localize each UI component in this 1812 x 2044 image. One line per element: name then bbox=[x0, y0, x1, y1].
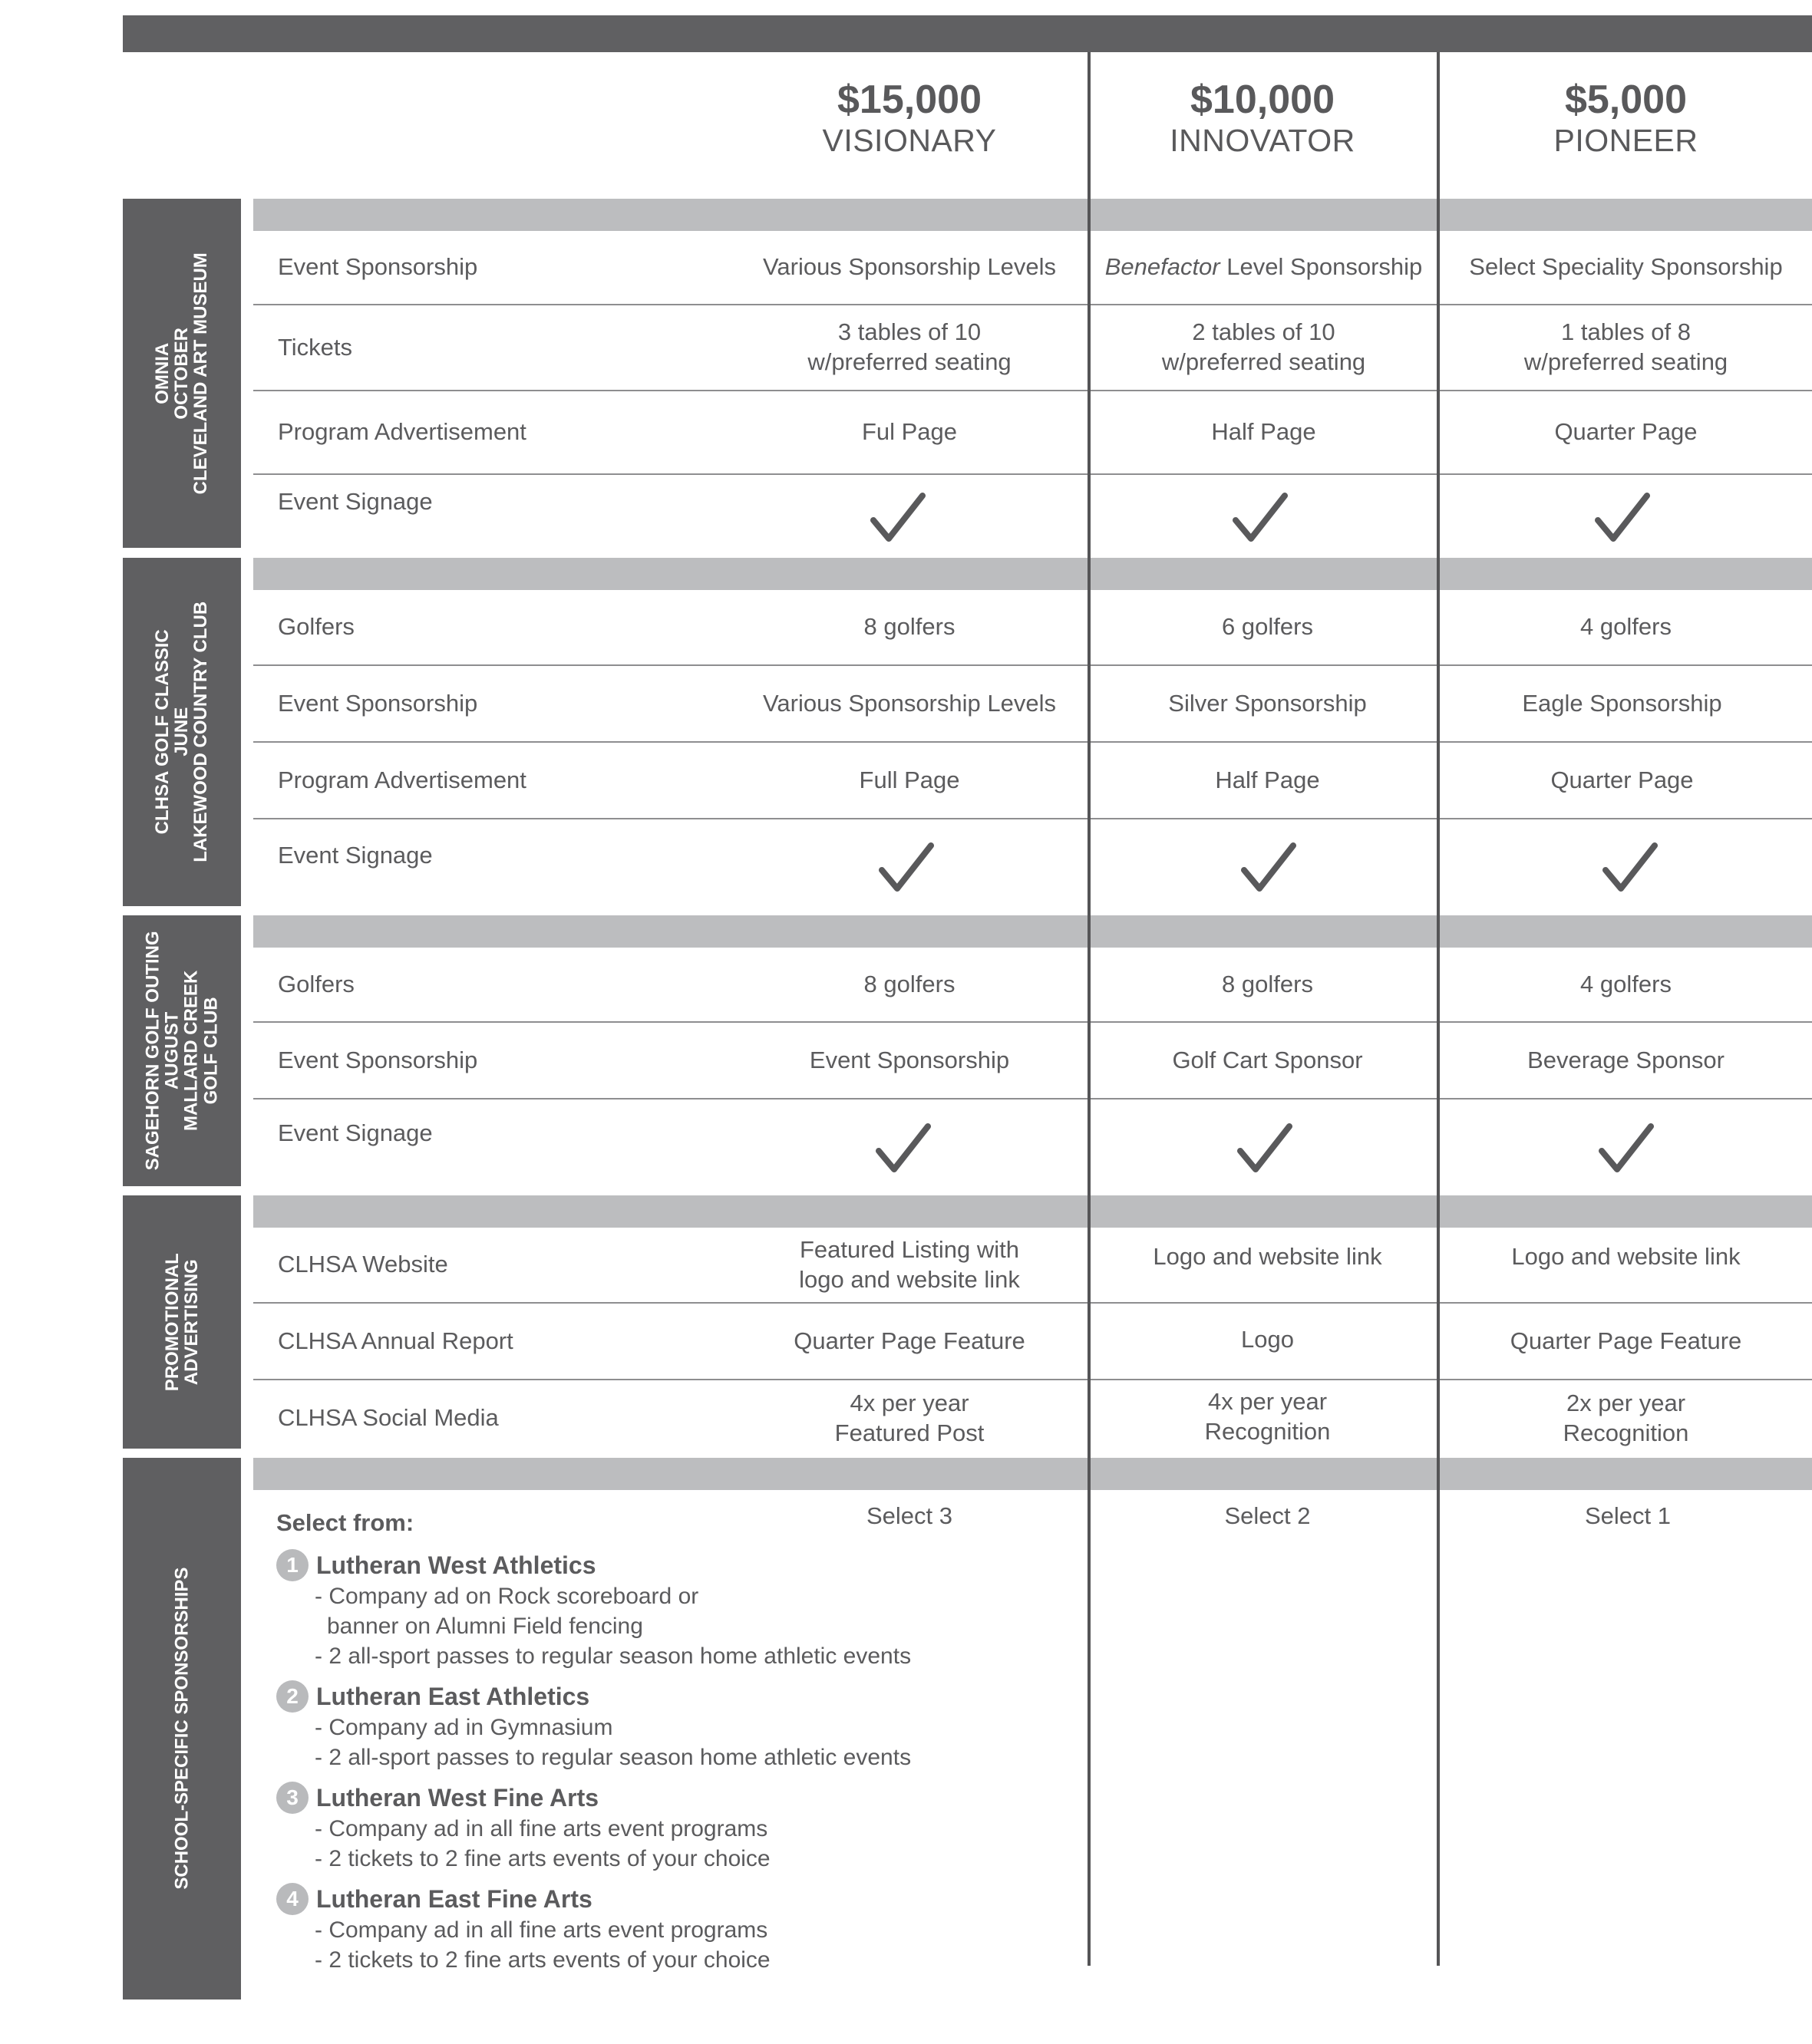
cell-visionary: 8 golfers bbox=[863, 970, 956, 997]
select-visionary: Select 3 bbox=[866, 1502, 952, 1529]
section-tab-school bbox=[123, 1458, 241, 1999]
section-tab-promo bbox=[123, 1195, 241, 1449]
cell-visionary bbox=[714, 305, 1105, 390]
section-band bbox=[253, 915, 1812, 948]
cell-line: w/preferred seating bbox=[1523, 348, 1728, 375]
check-icon bbox=[867, 491, 929, 542]
tab-line: SAGEHORN GOLF OUTING bbox=[142, 931, 163, 1171]
row-label: Golfers bbox=[278, 970, 355, 997]
number-badge: 2 bbox=[276, 1680, 309, 1713]
tab-line: OCTOBER bbox=[171, 327, 193, 420]
option-title: Lutheran West Athletics bbox=[316, 1551, 596, 1579]
tier-innovator-header bbox=[1090, 77, 1435, 159]
tab-line: JUNE bbox=[171, 707, 193, 757]
tier-price: $10,000 bbox=[1190, 77, 1335, 122]
tab-line: AUGUST bbox=[161, 1011, 183, 1090]
cell-visionary: Ful Page bbox=[861, 418, 958, 446]
cell-pioneer: Quarter Page Feature bbox=[1510, 1327, 1742, 1354]
section-band bbox=[253, 1458, 1812, 1490]
cell-pioneer: 4 golfers bbox=[1580, 970, 1672, 997]
row-label: Event Signage bbox=[278, 842, 433, 869]
tier-pioneer-header bbox=[1440, 77, 1812, 159]
section-band bbox=[253, 199, 1812, 231]
row-label: CLHSA Social Media bbox=[278, 1404, 499, 1432]
school-options-list bbox=[276, 1508, 911, 1984]
option-detail: - Company ad in all fine arts event programs bbox=[315, 1816, 768, 1842]
cell-innovator: Half Page bbox=[1215, 766, 1320, 793]
row-label: Program Advertisement bbox=[278, 766, 526, 793]
cell-innovator: Logo bbox=[1241, 1325, 1294, 1353]
option-title: Lutheran East Fine Arts bbox=[316, 1884, 592, 1913]
check-icon bbox=[873, 1122, 934, 1172]
number-badge: 3 bbox=[276, 1782, 309, 1814]
tier-name: VISIONARY bbox=[822, 123, 997, 158]
check-icon bbox=[1234, 1122, 1295, 1172]
cell-pioneer: Quarter Page bbox=[1554, 418, 1698, 446]
select-pioneer: Select 1 bbox=[1584, 1502, 1671, 1529]
cell-visionary: 8 golfers bbox=[863, 613, 956, 641]
tab-line: CLEVELAND ART MUSEUM bbox=[190, 252, 212, 495]
select-from-label: Select from: bbox=[276, 1509, 414, 1536]
cell-innovator: Silver Sponsorship bbox=[1168, 689, 1367, 717]
section-tab-omnia bbox=[123, 199, 241, 548]
cell-pioneer bbox=[1440, 305, 1812, 390]
check-icon bbox=[1592, 491, 1653, 542]
tier-name: PIONEER bbox=[1553, 123, 1698, 158]
cell-visionary: Various Sponsorship Levels bbox=[763, 253, 1056, 281]
row-divider bbox=[253, 473, 1812, 475]
option-detail: banner on Alumni Field fencing bbox=[327, 1614, 643, 1640]
option-title: Lutheran West Fine Arts bbox=[316, 1783, 599, 1812]
row-divider bbox=[253, 818, 1812, 819]
cell-innovator: 8 golfers bbox=[1222, 970, 1313, 997]
section-tab-sagehorn bbox=[123, 915, 241, 1186]
cell-line: w/preferred seating bbox=[807, 348, 1012, 375]
tab-line: GOLF CLUB bbox=[200, 997, 222, 1105]
cell-line: 4x per year bbox=[850, 1389, 969, 1416]
cell-pioneer: Eagle Sponsorship bbox=[1522, 689, 1722, 717]
tier-name: INNOVATOR bbox=[1170, 123, 1355, 158]
cell-pioneer: Logo and website link bbox=[1511, 1242, 1741, 1270]
option-detail: - Company ad in all fine arts event programs bbox=[315, 1917, 768, 1943]
cell-innovator bbox=[1091, 1380, 1444, 1453]
check-icon bbox=[876, 841, 937, 892]
row-divider bbox=[253, 1098, 1812, 1099]
cell-line: Featured Post bbox=[834, 1419, 985, 1446]
row-label: Event Sponsorship bbox=[278, 689, 478, 717]
cell-line: 1 tables of 8 bbox=[1561, 318, 1691, 346]
cell-line: Featured Listing with bbox=[799, 1235, 1020, 1263]
option-title: Lutheran East Athletics bbox=[316, 1682, 590, 1710]
row-label: Event Signage bbox=[278, 1119, 433, 1146]
number-badge: 4 bbox=[276, 1883, 309, 1915]
cell-visionary: Various Sponsorship Levels bbox=[763, 689, 1056, 717]
option-detail: - Company ad on Rock scoreboard or bbox=[315, 1584, 699, 1610]
check-icon bbox=[1599, 841, 1661, 892]
cell-visionary bbox=[714, 1380, 1105, 1456]
row-label: CLHSA Annual Report bbox=[278, 1327, 513, 1354]
option-detail: - 2 tickets to 2 fine arts events of your choice bbox=[315, 1846, 771, 1872]
cell-line: 4x per year bbox=[1207, 1387, 1328, 1415]
cell-visionary: Quarter Page Feature bbox=[794, 1327, 1025, 1354]
select-innovator: Select 2 bbox=[1224, 1502, 1311, 1529]
check-icon bbox=[1596, 1122, 1657, 1172]
option-detail: - 2 tickets to 2 fine arts events of your choice bbox=[315, 1947, 771, 1973]
school-option bbox=[276, 1782, 911, 1874]
check-icon bbox=[1229, 491, 1291, 542]
school-option bbox=[276, 1883, 911, 1975]
row-label: Event Sponsorship bbox=[278, 253, 478, 281]
cell-line: 2 tables of 10 bbox=[1192, 318, 1335, 346]
tab-line: OMNIA bbox=[152, 342, 173, 404]
cell-innovator: Half Page bbox=[1211, 418, 1316, 446]
row-label: Event Sponsorship bbox=[278, 1046, 478, 1073]
cell-visionary: Event Sponsorship bbox=[809, 1046, 1010, 1073]
cell-line: logo and website link bbox=[799, 1265, 1020, 1293]
tier-visionary-header bbox=[714, 77, 1105, 159]
row-label: CLHSA Website bbox=[278, 1251, 448, 1278]
cell-line: Recognition bbox=[1204, 1417, 1331, 1445]
option-detail: - 2 all-sport passes to regular season home athletic events bbox=[315, 1643, 912, 1670]
check-icon bbox=[1238, 841, 1299, 892]
cell-line: 3 tables of 10 bbox=[837, 318, 982, 346]
italic-level: Benefactor bbox=[1104, 253, 1220, 281]
tab-line: SCHOOL-SPECIFIC SPONSORSHIPS bbox=[171, 1567, 193, 1891]
tab-line: PROMOTIONAL bbox=[161, 1253, 183, 1391]
cell-visionary: Full Page bbox=[859, 766, 960, 793]
section-tab-clhsa-golf bbox=[123, 558, 241, 906]
section-band bbox=[253, 1195, 1812, 1228]
option-detail: - 2 all-sport passes to regular season home athletic events bbox=[315, 1745, 912, 1771]
row-label: Event Signage bbox=[278, 488, 433, 515]
school-option bbox=[276, 1680, 911, 1772]
school-option bbox=[276, 1549, 911, 1671]
cell-innovator bbox=[1091, 231, 1437, 304]
cell-pioneer: 4 golfers bbox=[1580, 613, 1672, 641]
tab-line: ADVERTISING bbox=[181, 1259, 202, 1386]
tab-line: MALLARD CREEK bbox=[181, 970, 202, 1132]
cell-pioneer: Quarter Page bbox=[1550, 766, 1694, 793]
cell-pioneer: Select Speciality Sponsorship bbox=[1469, 253, 1783, 281]
cell-visionary bbox=[714, 1228, 1105, 1302]
cell-pioneer: Beverage Sponsor bbox=[1527, 1046, 1725, 1073]
row-label: Tickets bbox=[278, 333, 353, 361]
tab-line: LAKEWOOD COUNTRY CLUB bbox=[190, 602, 212, 862]
level-text: Level Sponsorship bbox=[1220, 253, 1423, 281]
tier-price: $15,000 bbox=[837, 77, 982, 122]
cell-innovator bbox=[1091, 305, 1437, 390]
top-bar bbox=[123, 15, 1812, 52]
cell-line: w/preferred seating bbox=[1161, 348, 1366, 375]
tier-price: $5,000 bbox=[1564, 77, 1688, 122]
tab-line: CLHSA GOLF CLASSIC bbox=[152, 629, 173, 835]
cell-innovator: Golf Cart Sponsor bbox=[1172, 1046, 1363, 1073]
option-detail: - Company ad in Gymnasium bbox=[315, 1715, 613, 1741]
cell-innovator: Logo and website link bbox=[1153, 1242, 1382, 1270]
cell-pioneer bbox=[1440, 1380, 1812, 1456]
row-label: Golfers bbox=[278, 613, 355, 641]
number-badge: 1 bbox=[276, 1549, 309, 1581]
cell-innovator: 6 golfers bbox=[1222, 613, 1313, 641]
row-label: Program Advertisement bbox=[278, 418, 526, 446]
cell-line: Recognition bbox=[1563, 1419, 1689, 1446]
section-band bbox=[253, 558, 1812, 590]
cell-line: 2x per year bbox=[1566, 1389, 1686, 1416]
